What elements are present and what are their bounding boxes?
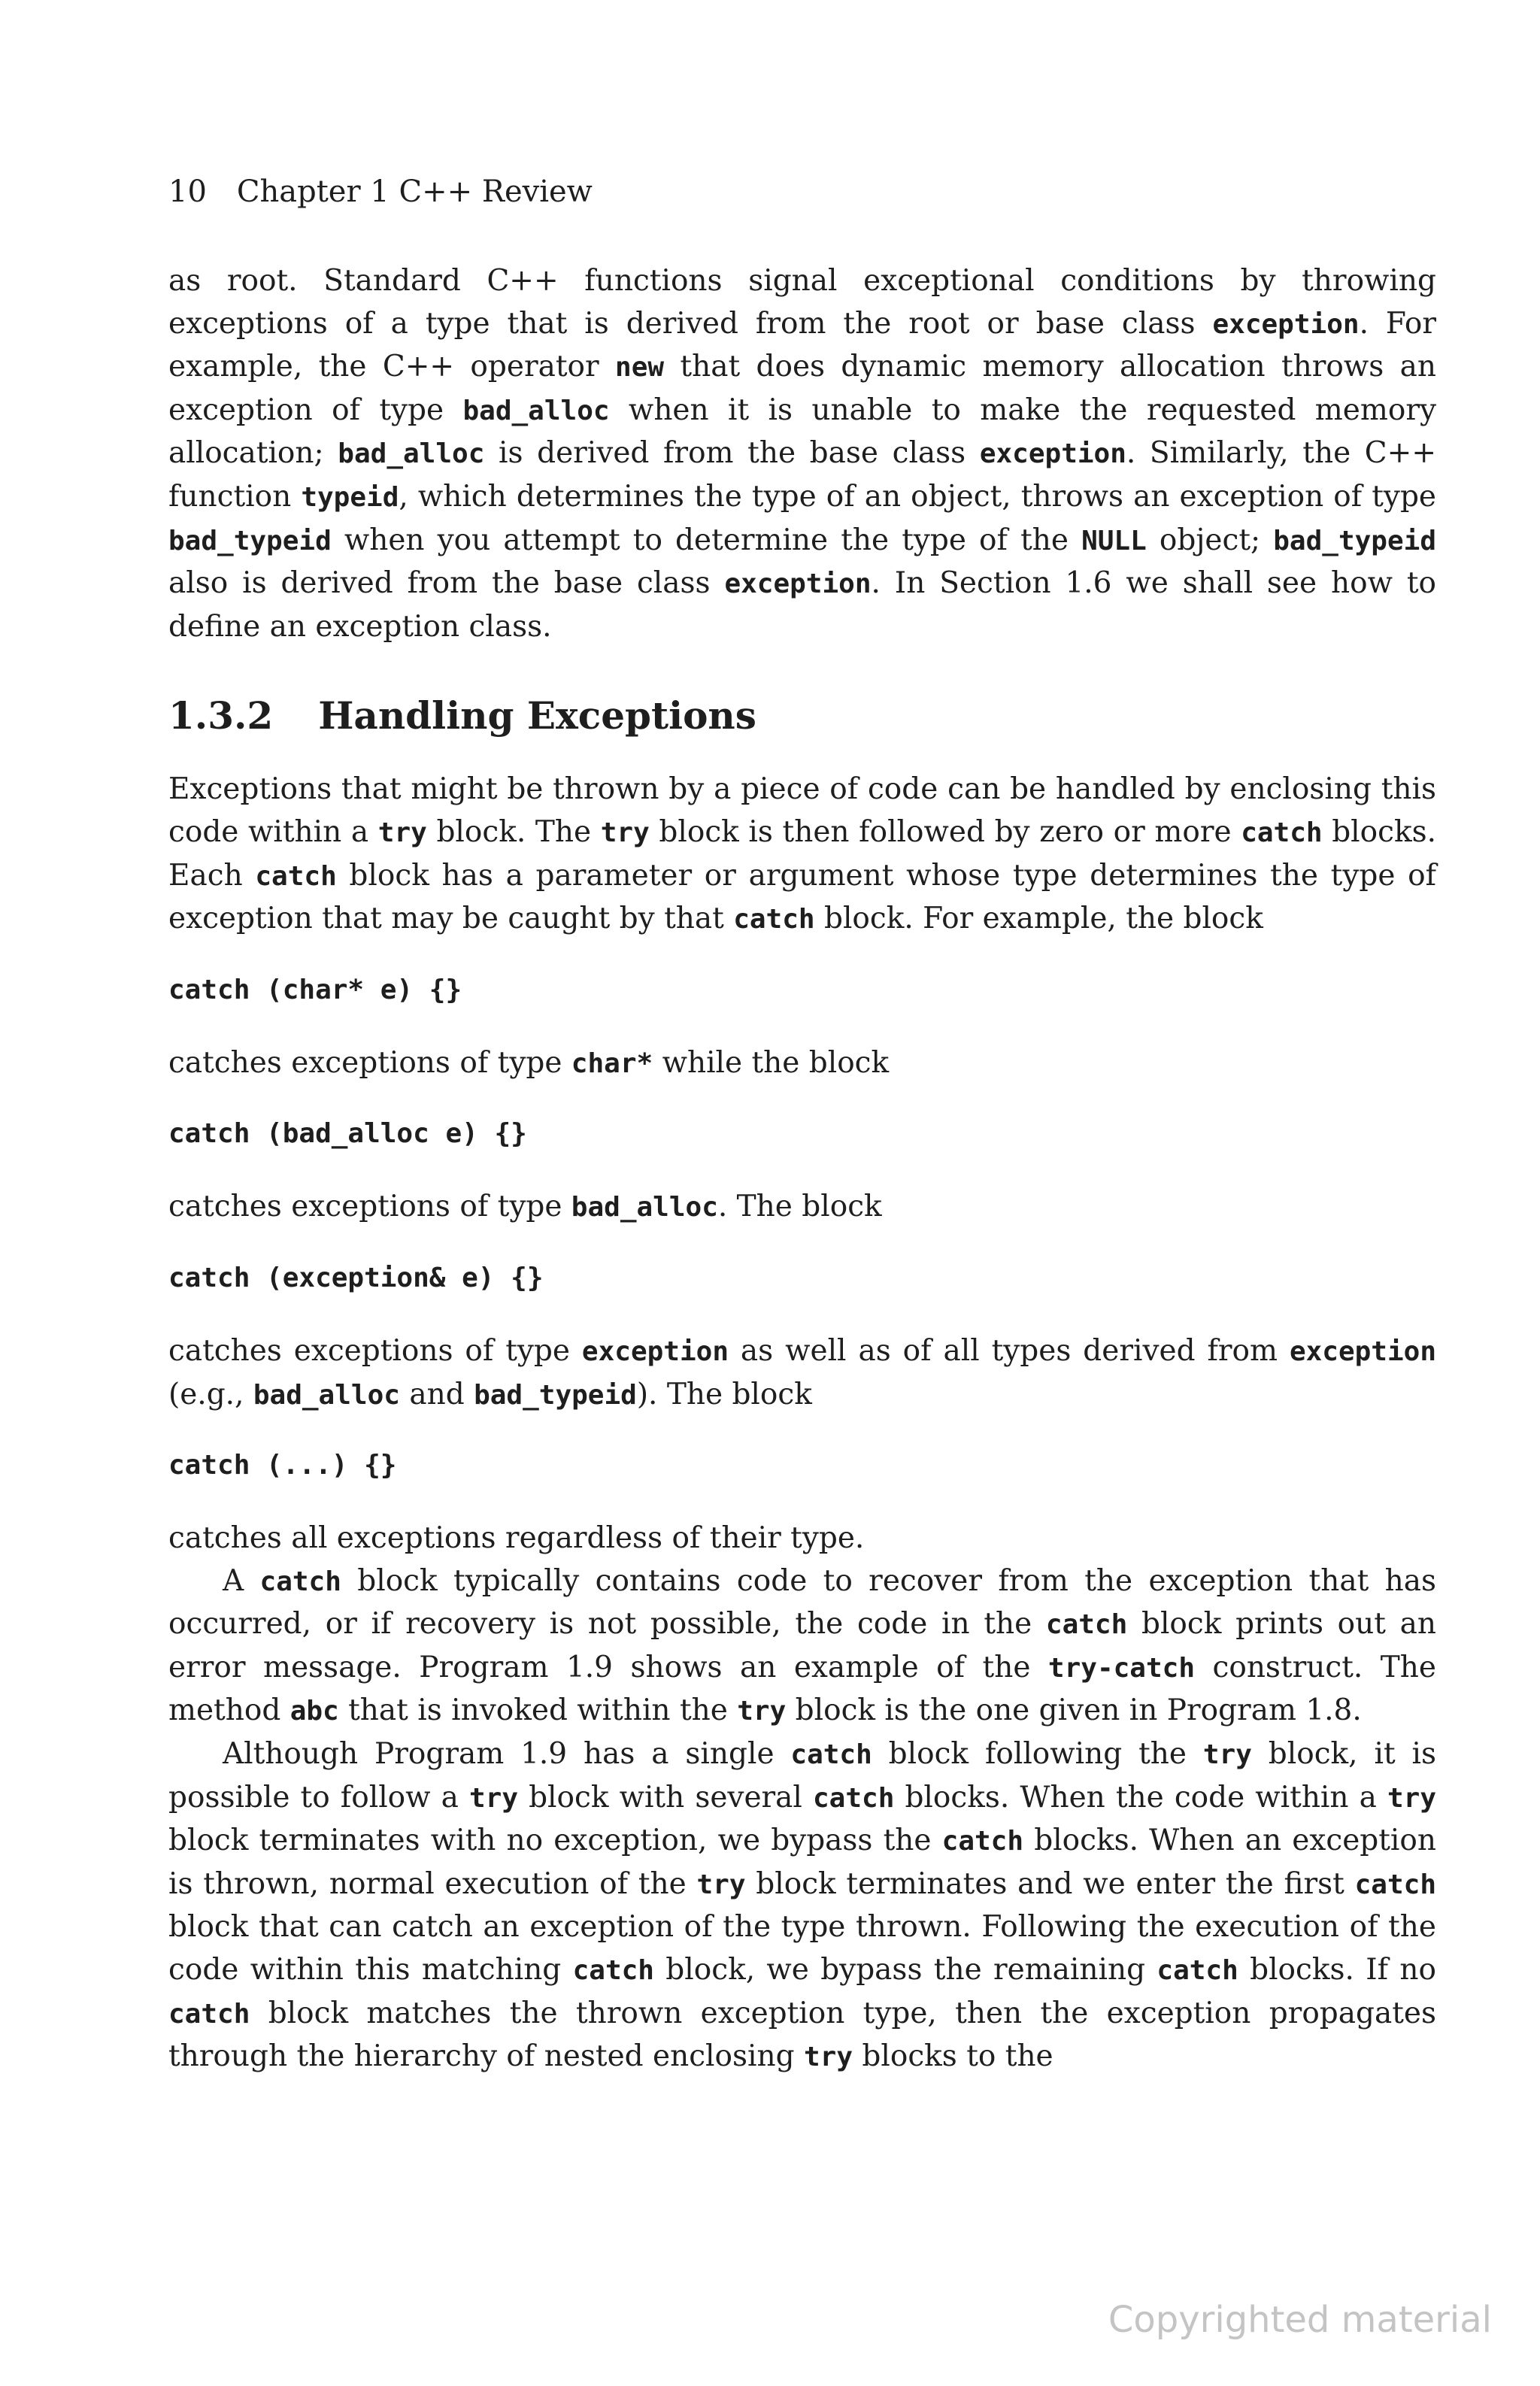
text-run: . For example, the C++ operator [168,306,1436,384]
text-run: that does dynamic memory allocation throws an exception of type [168,350,1436,427]
code-term: catch [572,1955,654,1987]
text-run: that is invoked within the [338,1693,738,1728]
code-term: bad_typeid [1273,525,1436,556]
text-run: block terminates and we enter the first [745,1866,1355,1901]
text-run: blocks. If no [1238,1953,1436,1987]
paragraph-multiple-catch [168,1733,1436,2079]
text-run: block with several [518,1780,813,1815]
code-term: try [737,1696,787,1727]
section-number: 1.3.2 [168,693,274,738]
code-term: bad_typeid [474,1379,637,1411]
chapter-title: Chapter 1 C++ Review [236,174,593,209]
text-run: while the block [653,1045,890,1080]
text-run: blocks. Each [168,814,1437,893]
code-term: catch [255,860,337,892]
code-term: try [803,2042,853,2073]
code-term: catch [1241,817,1323,848]
text-run: block terminates with no exception, we bypass the [168,1824,942,1858]
code-catch-all: catch (...) {} [168,1450,397,1481]
text-run: and [399,1377,474,1411]
text-run: block typically contains code to recover from the exception that has occurred, or if recovery is not possible, the code in the [168,1563,1436,1642]
text-run: as well as of all types derived from [729,1333,1290,1368]
code-term: exception [724,568,872,600]
paragraph-intro [168,260,1436,648]
code-term: try [468,1782,518,1814]
text-run: . The block [717,1190,882,1224]
paragraph-recovery [168,1560,1436,1733]
text-run: also is derived from the base class [168,566,725,601]
code-term: catch [1045,1609,1128,1641]
code-catch-char: catch (char* e) {} [168,974,462,1005]
code-term: bad_alloc [571,1192,718,1223]
book-page [168,173,1436,2079]
code-term: try [1387,1782,1436,1814]
text-run: A [223,1563,260,1598]
code-term: abc [290,1696,339,1727]
paragraph-bad-alloc-catch [168,1186,1436,1229]
code-term: char* [571,1047,653,1079]
paragraph-char-catch [168,1042,1436,1086]
text-run: when you attempt to determine the type of the [331,523,1082,557]
text-run: ). The block [636,1377,812,1411]
code-term: try [696,1869,746,1900]
code-term: bad_alloc [253,1379,400,1411]
text-run: as root. Standard C++ functions signal exceptional conditions by throwing exceptions of a type that is derived from the root or base class [168,264,1436,341]
section-title: Handling Exceptions [318,693,756,738]
text-run: block. For example, the block [814,902,1263,936]
text-run: block, it is possible to follow a [168,1737,1436,1815]
code-term: typeid [301,481,399,513]
text-run: . Similarly, the C++ function [168,436,1436,514]
text-run: catches exceptions of type [168,1190,571,1224]
copyright-watermark: Copyrighted material [1108,2299,1492,2341]
code-term: catch [941,1826,1024,1857]
text-run: object; [1146,523,1274,557]
code-term: exception [1289,1335,1437,1367]
text-run: (e.g., [168,1377,253,1411]
code-term: catch [790,1739,872,1771]
text-run: catches exceptions of type [168,1333,582,1368]
code-term: catch [1157,1955,1238,1987]
section-heading [168,693,1436,738]
text-run: when it is unable to make the requested memory allocation; [168,393,1436,471]
code-catch-bad-alloc: catch (bad_alloc e) {} [168,1118,527,1150]
text-run: block that can catch an exception of the type thrown. Following the execution of the code within this matching [168,1910,1436,1987]
paragraph-try-blocks [168,769,1436,941]
code-term: new [615,352,665,384]
text-run: block matches the thrown exception type, then the exception propagates through the hierarchy of nested enclosing [168,1996,1436,2074]
code-term: bad_alloc [462,395,610,426]
text-run: blocks to the [853,2039,1053,2074]
text-run: blocks. When the code within a [894,1780,1387,1815]
code-term: bad_alloc [338,438,485,470]
code-term: catch [813,1782,895,1814]
code-term: try [377,817,427,848]
code-term: try [1202,1739,1252,1771]
code-term: catch [168,1998,250,2030]
text-run: block has a parameter or argument whose type determines the type of exception that may be caught by that [168,858,1437,936]
running-head [168,173,1436,211]
code-term: try-catch [1047,1652,1195,1684]
code-term: exception [581,1335,729,1367]
text-run: block is then followed by zero or more [649,814,1241,849]
text-run: catches exceptions of type [168,1045,571,1080]
text-run: block prints out an error message. Program 1.9 shows an example of the [168,1607,1436,1684]
paragraph-catch-all: catches all exceptions regardless of their type. [168,1521,865,1556]
text-run: Although Program 1.9 has a single [223,1737,791,1772]
text-run: block. The [426,814,601,849]
text-run: blocks. When an exception is thrown, normal execution of the [168,1824,1436,1901]
code-term: catch [733,904,815,935]
code-term: try [600,817,650,848]
paragraph-exception-catch [168,1330,1436,1417]
code-term: exception [979,438,1126,470]
text-run: , which determines the type of an object, throws an exception of type [399,479,1437,514]
text-run: block is the one given in Program 1.8. [786,1693,1362,1728]
text-run: construct. The method [168,1650,1436,1728]
page-number: 10 [168,174,207,209]
code-term: NULL [1081,525,1147,556]
text-run: Exceptions that might be thrown by a piece of code can be handled by enclosing this code within a [168,772,1436,849]
code-term: bad_typeid [168,525,332,556]
text-run: is derived from the base class [484,436,980,471]
text-run: block following the [872,1737,1203,1772]
text-run: . In Section 1.6 we shall see how to define an exception class. [168,566,1436,644]
code-term: exception [1212,308,1360,340]
code-catch-exception: catch (exception& e) {} [168,1262,544,1293]
text-run: block, we bypass the remaining [653,1953,1157,1987]
code-term: catch [1354,1869,1436,1900]
code-term: catch [259,1566,341,1597]
